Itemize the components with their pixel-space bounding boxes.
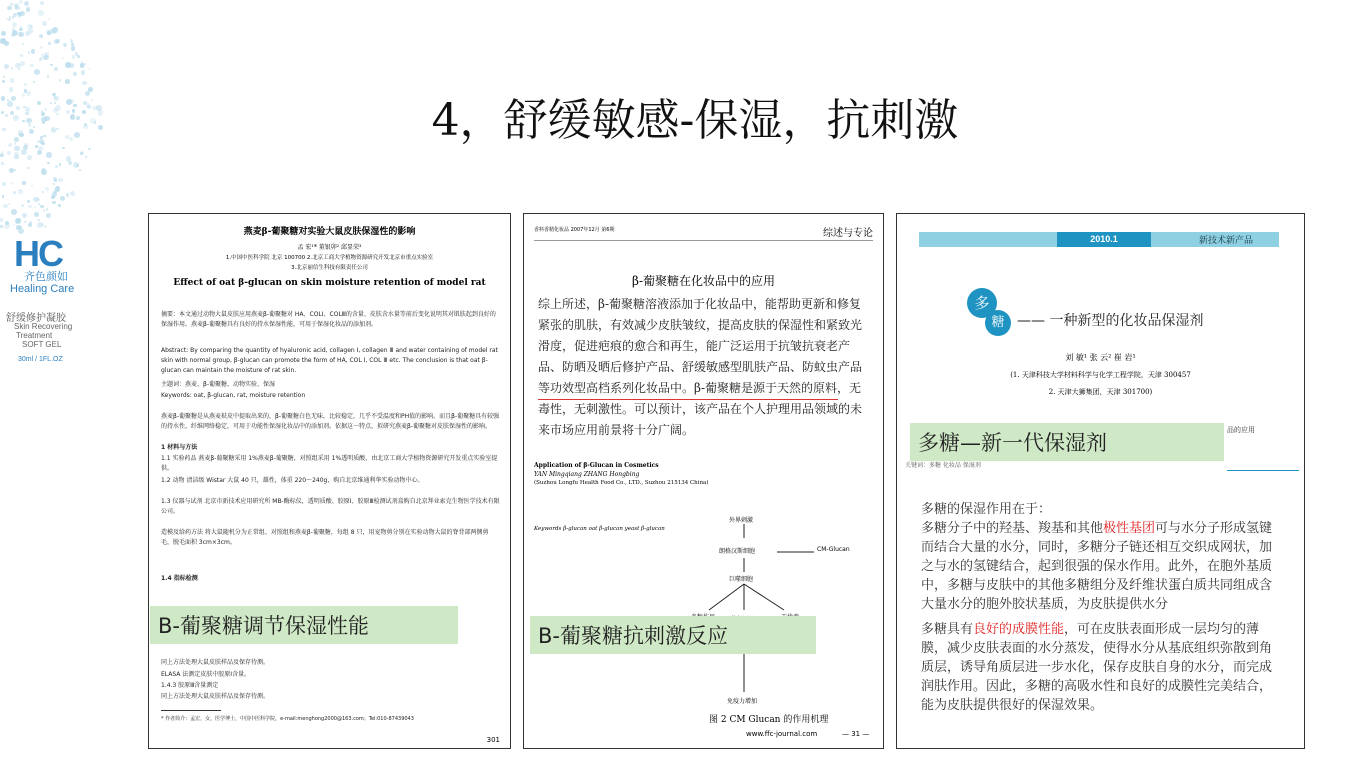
body-2-highlight: 良好的成膜性能 [973, 622, 1065, 637]
decor-dot [62, 57, 64, 59]
decor-dot [79, 169, 81, 171]
decor-dot [68, 161, 72, 165]
paper-2-footer-url: www.ffc-journal.com [746, 730, 818, 738]
decor-dot [6, 18, 9, 21]
decor-dot [40, 46, 43, 49]
journal-header-right: 新技术新产品 [1199, 236, 1254, 246]
paper-1-line-end-1: 同上方法处理大鼠皮肤样品及保存待测。 [161, 659, 270, 666]
body-1-highlight: 极性基团 [1103, 521, 1156, 536]
paper-3-authors: 刘 敏¹ 张 云² 崔 岩¹ [1065, 353, 1136, 362]
decor-dot [34, 69, 40, 75]
decor-dot [52, 27, 57, 32]
decor-dot [53, 183, 55, 185]
caption-glucan-moisture: B-葡聚糖调节保湿性能 [150, 606, 458, 644]
decor-dot [33, 197, 38, 202]
paper-1-line-end-3: 1.4.3 胶原Ⅲ含量测定 [161, 682, 219, 689]
paper-1-body: 燕麦β-葡聚糖是从燕麦麸皮中提取出来的，β-葡聚糖白色无味，比较稳定，几乎不受温度和PH值的影响。而且β-葡聚糖具有较强的持水性，纤维网络稳定，可用于功能性保湿化妆品中的添加剂。依据这一特点，拟研究燕麦β-葡聚糖对皮肤保湿性的影响。 [161, 413, 500, 430]
paper-1-keywords-en: Keywords: oat, β-glucan, rat, moisture retention [161, 392, 306, 399]
decor-dot [9, 16, 11, 18]
decor-dot [38, 10, 44, 16]
decor-dot [41, 53, 47, 59]
decor-dot [41, 169, 47, 175]
decor-dot [22, 213, 27, 218]
decor-dot [40, 1, 44, 5]
paper-1-section-1: 1 材料与方法 [161, 444, 198, 451]
decor-dot [55, 165, 58, 168]
paper-3-body-1 [921, 500, 1281, 614]
paper-1-abstract-en: Abstract: By comparing the quantity of hyaluronic acid, collagen Ⅰ, collagen Ⅲ and water containing of model rat skin with normal group, β-glucan can promote the form of HA, COL Ⅰ, COL Ⅲ etc. The conclusion is that oat β-glucan can maintain the moisture of rat skin. [161, 347, 498, 374]
brand-product-en-1: Skin Recovering [14, 322, 73, 331]
paper-3-title: —— 一种新型的化妆品保湿剂 [1017, 313, 1204, 329]
paper-1-footnote: * 作者简介：孟宏，女，医学博士，中国中医科学院，e-mail:menghong2000@163.com；Tel:010-87439043 [161, 716, 414, 722]
paper-1-keywords-cn: 主题词：燕麦、β-葡聚糖、动物实验、保湿 [161, 381, 275, 388]
decor-dot [3, 204, 8, 209]
paper-1-abstract-cn: 摘要：本文通过动物大鼠皮肤应用燕麦β-葡聚糖对 HA、COLⅠ、COLⅢ的含量、皮肤含水量等前后变化说明其对肌肤起到良好的保湿作用。燕麦β-葡聚糖具有良好的持水保湿性能，可用于保湿化妆品的添加剂。 [161, 311, 496, 328]
decor-dot [11, 67, 13, 69]
decor-dot [2, 195, 4, 197]
decor-dot [58, 204, 62, 208]
body-1-text-a: 多糖分子中的羟基、羧基和其他 [921, 521, 1104, 536]
decor-dot [48, 18, 50, 20]
decor-dot [52, 192, 57, 197]
paper-panel-polysaccharide [896, 213, 1305, 749]
decor-dot [45, 187, 49, 191]
decor-dot [47, 162, 49, 164]
paper-3-body-2 [921, 620, 1281, 715]
decor-dot [10, 182, 13, 185]
diagram-node-side: CM-Glucan [817, 546, 850, 553]
decor-dot [22, 43, 24, 45]
paper-1-method: 造模及给药方法 将大鼠随机分为正常组、对照组和燕麦β-葡聚糖，每组 8 只，用宠物剪分别在实验动物大鼠的脊背部两侧剪毛，脱毛面积 3cm×3cm。 [161, 529, 489, 546]
paper-2-en-title: Application of β-Glucan in Cosmetics [534, 462, 659, 469]
brand-volume: 30ml / 1FL.OZ [18, 356, 63, 363]
decor-dot [0, 153, 4, 157]
decor-dot [0, 218, 3, 221]
body-2-text-b: ，可在皮肤表面形成一层均匀的薄膜，减少皮肤表面的水分蒸发，使得水分从基底组织弥散到角质层，诱导角质层进一步水化，保存皮肤自身的水分，而完成润肤作用。因此，多糖的高吸水性和良好的成膜性完美结合，能为皮肤提供很好的保湿效果。 [921, 622, 1273, 713]
underline-mark [538, 399, 838, 400]
slide-title-text: 4，舒缓敏感-保湿，抗刺激 [431, 95, 959, 146]
decor-dot [2, 182, 6, 186]
decor-dot [3, 76, 5, 78]
decor-dot [65, 79, 69, 83]
decor-dot [34, 212, 39, 217]
decor-dot [10, 3, 12, 5]
decor-dot [20, 226, 22, 228]
paper-1-authors: 孟 宏¹* 董银卯² 邱显荣³ [297, 244, 362, 251]
decor-dot [19, 28, 23, 32]
decor-dot [28, 51, 31, 54]
decor-dot [0, 225, 2, 227]
brand-product-cn: 舒缓修护凝胶 [6, 313, 66, 324]
decor-dot [28, 205, 31, 208]
decor-dot [46, 152, 52, 158]
decor-dot [27, 24, 32, 29]
decor-dot [28, 223, 32, 227]
decor-dot [63, 43, 67, 47]
decor-dot [24, 221, 26, 223]
title-char-2: 糖 [991, 315, 1005, 330]
title-char-1: 多 [974, 294, 990, 312]
paper-panel-glucan-cosmetics [523, 213, 884, 749]
decor-dot [14, 152, 19, 157]
paper-1-title-cn: 燕麦β-葡聚糖对实验大鼠皮肤保湿性的影响 [243, 227, 416, 237]
paper-1-affiliation-1: 1.中国中医科学院 北京 100700 2.北京工商大学植物资源研究开发北京市重点实验室 [225, 255, 434, 261]
decor-dot [31, 49, 36, 54]
decor-dot [88, 148, 90, 150]
decor-dot [46, 213, 51, 218]
paper-1-sub-1-3: 1.3 仪器与试剂 北京市新技术应用研究所 MB-酶标仪，透明质酸、胶原Ⅰ、胶原Ⅲ检测试剂盒购自北京拜业索克生物医学技术有限公司。 [161, 498, 500, 515]
decor-dot [85, 156, 88, 159]
decor-dot [81, 151, 84, 154]
diagram-node-mid: 巨噬细胞 [729, 576, 754, 583]
paper-3-side-note: 品的应用 [1227, 426, 1255, 434]
footnote-rule [161, 710, 221, 711]
decor-dot [15, 63, 20, 68]
caption-glucan-anti-irritation: B-葡聚糖抗刺激反应 [530, 616, 816, 654]
decor-dot [30, 64, 33, 67]
decor-dot [22, 181, 27, 186]
paper-2-header-right: 综述与专论 [823, 228, 873, 239]
diagram-node-bottom: 免疫力增加 [727, 698, 758, 705]
decor-dot [52, 201, 56, 205]
diagram-node-cell: 朗格汉斯细胞 [719, 548, 756, 555]
decor-dot [24, 1, 29, 6]
decor-dot [82, 63, 86, 67]
decor-dot [10, 78, 15, 83]
decor-dot [20, 54, 23, 57]
paper-1-page-number: 301 [486, 736, 500, 744]
decor-dot [34, 206, 36, 208]
decor-dot [40, 205, 43, 208]
decor-dot [77, 55, 80, 58]
decor-dot [17, 32, 22, 37]
paper-2-title: β-葡聚糖在化妆品中的应用 [632, 274, 775, 288]
title-badge-2 [985, 310, 1011, 336]
body-1-text-b: 可与水分子形成氢键而结合大量的水分，同时，多糖分子链还相互交织成网状，加之与水的氢键结合，起到很强的保水作用。此外，在胞外基质中，多糖与皮肤中的其他多糖组分及纤维状蛋白质共同组成含大量水分的胞外胶状基质，为皮肤提供水分 [921, 521, 1273, 612]
brand-logo-mark: HC [14, 233, 62, 274]
decor-dot [27, 200, 31, 204]
decor-dot [2, 80, 5, 83]
decor-dot [37, 219, 39, 221]
decor-dot [46, 208, 48, 210]
decor-dot [47, 75, 49, 77]
decor-dot [88, 68, 90, 70]
decor-dot [48, 42, 51, 45]
decor-dot [31, 185, 33, 187]
decor-dot [42, 191, 44, 193]
paper-2-en-authors: YAN Mingqiang ZHANG Hongbing [534, 471, 640, 478]
paper-1-line-end-4: 同上方法处理大鼠皮肤样品及保存待测。 [161, 693, 270, 700]
paper-3-side-note-2: 关键词：多糖 化妆品 保湿剂 [905, 462, 981, 469]
decor-dot [59, 79, 61, 81]
paper-1-affiliation-2: 3.北京丽信生科技有限责任公司 [291, 265, 368, 271]
decor-dot [12, 30, 17, 35]
decor-dot [71, 46, 75, 50]
decor-dot [60, 196, 65, 201]
journal-header-year: 2010.1 [1057, 232, 1151, 247]
paper-1-title-en: Effect of oat β-glucan on skin moisture retention of model rat [173, 278, 486, 288]
decor-dot [7, 151, 11, 155]
diagram-caption: 图 2 CM Glucan 的作用机理 [709, 715, 829, 725]
decor-dot [7, 6, 12, 11]
decor-dot [50, 64, 53, 67]
decor-dot [58, 178, 63, 183]
caption-polysaccharide: 多糖—新一代保湿剂 [910, 423, 1224, 461]
decor-dot [33, 81, 35, 83]
paper-panel-oat-glucan [148, 213, 511, 749]
brand-logo-cn: 齐色颜如 [24, 270, 68, 283]
decor-dot [26, 7, 31, 12]
brand-product-en-2: Treatment [16, 331, 53, 340]
body-1-intro: 多糖的保湿作用在于： [921, 502, 1052, 517]
paper-2-paragraph: 综上所述，β-葡聚糖溶液添加于化妆品中，能帮助更新和修复紧张的肌肤，有效减少皮肤皱纹，提高皮肤的保湿性和紧致光滑度，促进疤痕的愈合和再生，能广泛运用于抗皱抗衰老产品、防晒及晒后修护产品、舒缓敏感型肌肤产品、防蚊虫产品等功效型高档系列化妆品中。β-葡聚糖是源于天然的原料，无毒性，无刺激性。可以预计，该产品在个人护理用品领域的未来市场应用前景将十分广阔。 [538, 297, 863, 437]
body-2-text-a: 多糖具有 [921, 622, 974, 637]
brand-product-en-3: SOFT GEL [22, 340, 62, 349]
paper-3-affiliation-1: (1. 天津科技大学材料科学与化学工程学院，天津 300457 [1010, 371, 1191, 379]
decor-dot [53, 177, 57, 181]
decor-dot [27, 167, 29, 169]
decor-dot [73, 72, 77, 76]
decor-dot [9, 168, 14, 173]
decor-dot [0, 38, 5, 43]
decor-dot [1, 31, 6, 36]
decor-dot [13, 191, 16, 194]
slide-title [0, 84, 1370, 148]
arrow-left [709, 584, 744, 610]
decor-dot [44, 225, 47, 228]
decor-dot [59, 163, 61, 165]
decor-dot [8, 203, 10, 205]
decor-dot [1, 162, 4, 165]
paper-2-header-left: 香料香精化妆品 2007年12月 第6期 [534, 227, 615, 233]
paper-3-affiliation-2: 2. 天津大狮集团，天津 301700) [1048, 388, 1153, 396]
decor-dot [54, 67, 58, 71]
decor-dot [17, 12, 20, 15]
brand-logo-en: Healing Care [10, 283, 75, 295]
decor-dot [18, 189, 24, 195]
decor-dot [19, 0, 23, 4]
decor-dot [75, 52, 78, 55]
decor-dot [4, 64, 9, 69]
decor-dot [18, 68, 20, 70]
decor-dot [55, 186, 61, 192]
arrow-right [744, 584, 784, 610]
decor-dot [66, 193, 70, 197]
decor-dot [11, 209, 17, 215]
paper-1-line-end-2: ELASA 法测定皮肤中胶原Ⅰ含量。 [161, 671, 251, 678]
decor-dot [42, 21, 47, 26]
decor-dot [25, 31, 30, 36]
paper-1-sub-1-4: 1.4 指标检测 [161, 575, 198, 582]
paper-1-sub-1-1: 1.1 实验药品 燕麦β-葡聚糖采用 1%燕麦β-葡聚糖，对照组采用 1%透明质酸，由北京工商大学植物资源研究开发重点实验室提供。 [161, 455, 498, 472]
paper-1-sub-1-2: 1.2 动物 清洁级 Wistar 大鼠 40 只，雄性，体重 220～240g，购自北京维通利华实验动物中心。 [161, 477, 424, 484]
decor-dot [70, 191, 75, 196]
decor-dot [21, 149, 27, 155]
paper-2-header [534, 224, 873, 241]
paper-2-footer-page: — 31 — [842, 730, 870, 738]
decor-dot [73, 162, 79, 168]
divider-line [1227, 470, 1299, 471]
decor-dot [13, 224, 15, 226]
decor-dot [54, 39, 59, 44]
decor-dot [27, 155, 32, 160]
decor-dot [81, 70, 85, 74]
decor-dot [69, 63, 74, 68]
paper-2-keywords: Keywords β-glucan oat β-glucan yeast β-glucan [534, 526, 665, 532]
decor-dot [21, 204, 24, 207]
diagram-node-top: 外界刺激 [729, 517, 754, 524]
paper-2-en-affiliation: (Suzhou Longfu Health Food Co., LTD., Suzhou 215134 China) [534, 480, 709, 486]
decor-dot [41, 36, 43, 38]
